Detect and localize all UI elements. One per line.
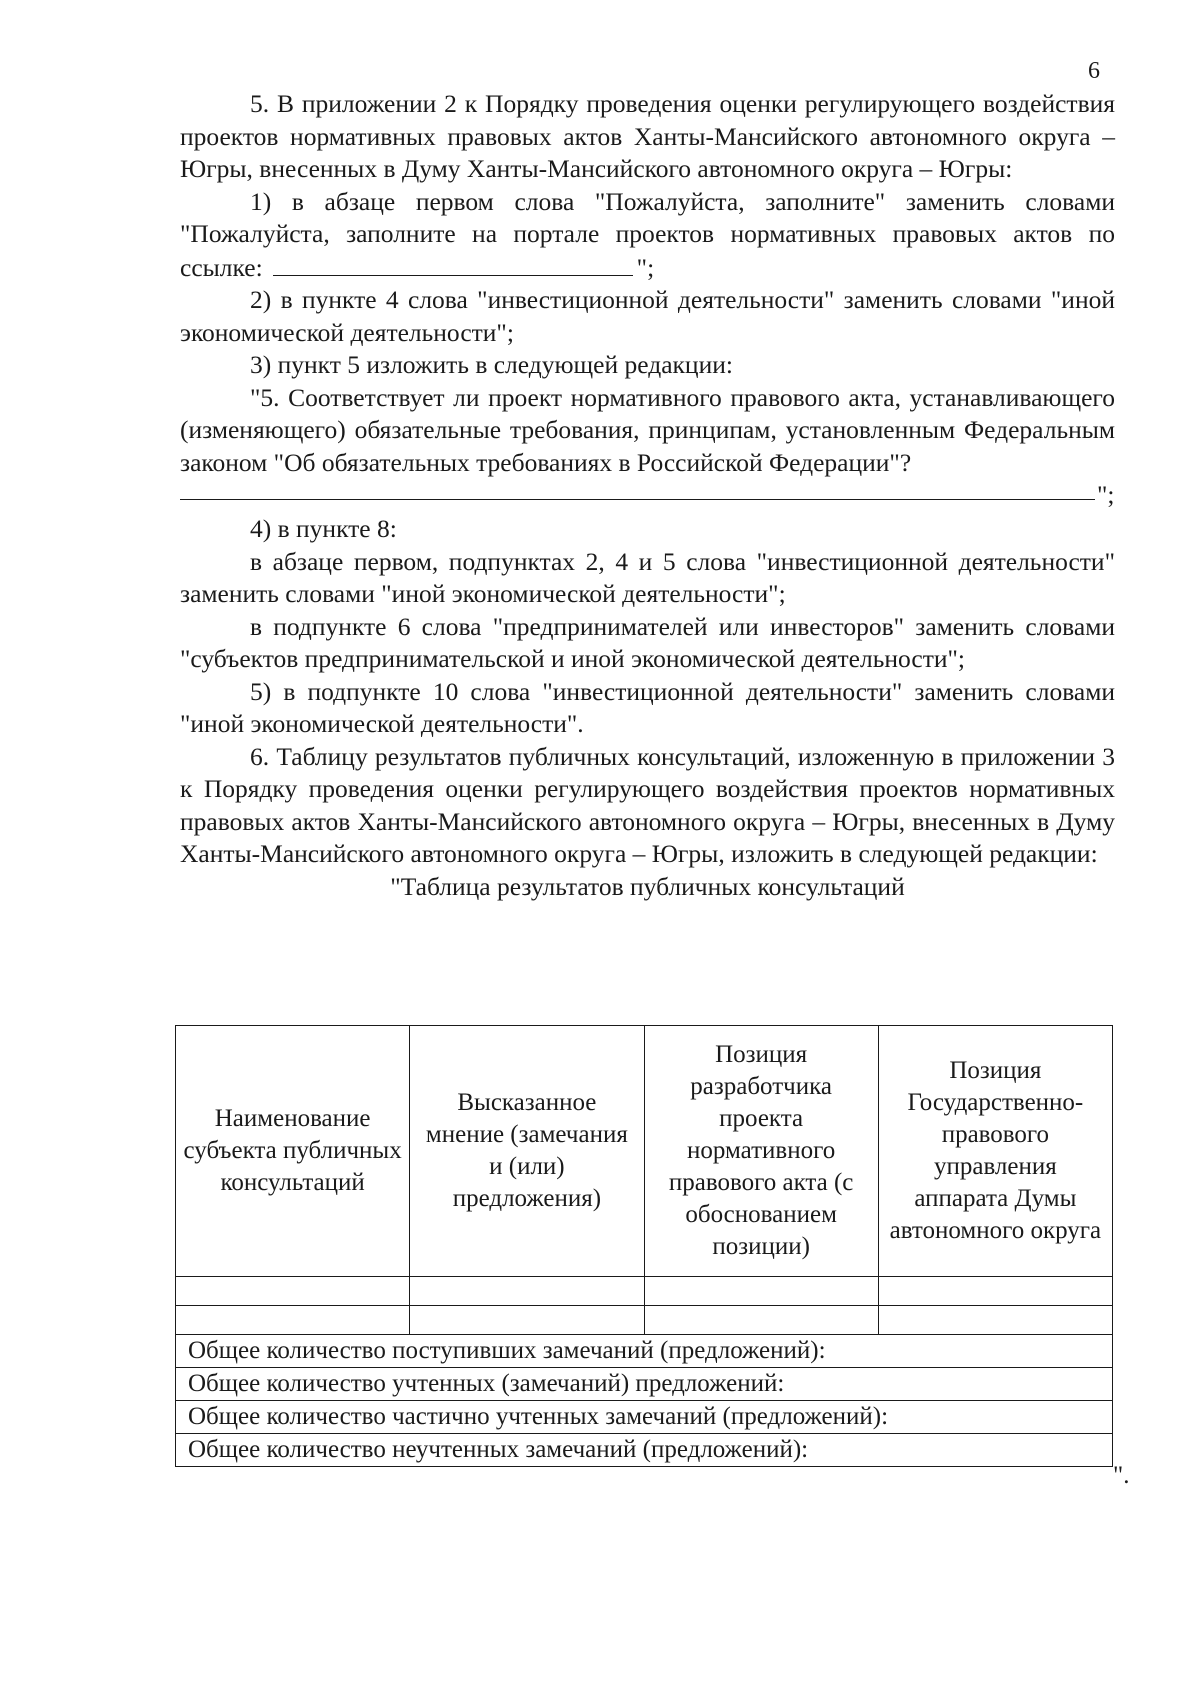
- paragraph-5-3-quote: "5. Соответствует ли проект нормативного правового акта, устанавливающего (изменяющего) обязательные требования, принципам, установленным Федеральным законом "Об обязательных требованиях в Российской Федерации"?: [180, 382, 1115, 477]
- table-row: [176, 1306, 1113, 1335]
- total-partially-accepted-row: [176, 1401, 1113, 1434]
- paragraph-5-1: [180, 186, 1115, 285]
- total-received-row: [176, 1335, 1113, 1368]
- total-rejected: Общее количество неучтенных замечаний (предложений):: [176, 1434, 1113, 1467]
- paragraph-5-1-end: ";: [636, 252, 655, 282]
- document-body: [180, 88, 1115, 903]
- table-cell: [410, 1277, 644, 1306]
- table-cell: [644, 1277, 878, 1306]
- table-cell: [878, 1277, 1112, 1306]
- total-received: Общее количество поступивших замечаний (предложений):: [176, 1335, 1113, 1368]
- paragraph-5-4-a: в абзаце первом, подпунктах 2, 4 и 5 слова "инвестиционной деятельности" заменить словами "иной экономической деятельности";: [180, 546, 1115, 608]
- total-accepted-row: [176, 1368, 1113, 1401]
- paragraph-6: 6. Таблицу результатов публичных консультаций, изложенную в приложении 3 к Порядку проведения оценки регулирующего воздействия проектов нормативных правовых актов Ханты-Мансийского автономного округа – Югры, внесенных в Думу Ханты-Мансийского автономного округа – Югры, изложить в следующей редакции:: [180, 741, 1115, 868]
- paragraph-5-5: 5) в подпункте 10 слова "инвестиционной деятельности" заменить словами "иной экономической деятельности".: [180, 676, 1115, 738]
- table-cell: [176, 1277, 410, 1306]
- header-subject: Наименование субъекта публичных консультаций: [176, 1026, 410, 1277]
- paragraph-5-4-b: в подпункте 6 слова "предпринимателей или инвесторов" заменить словами "субъектов предпринимательской и иной экономической деятельности";: [180, 611, 1115, 673]
- answer-blank-end: ";: [1097, 480, 1115, 509]
- total-partially-accepted: Общее количество частично учтенных замечаний (предложений):: [176, 1401, 1113, 1434]
- consultations-table: [175, 1025, 1113, 1467]
- total-rejected-row: [176, 1434, 1113, 1467]
- answer-blank-line: [180, 499, 1095, 500]
- paragraph-5-1-text: 1) в абзаце первом слова "Пожалуйста, заполните" заменить словами "Пожалуйста, заполните на портале проектов нормативных правовых актов по ссылке:: [180, 186, 1115, 282]
- page-number: 6: [1088, 58, 1100, 84]
- answer-blank-row: [180, 479, 1115, 513]
- table-row: [176, 1277, 1113, 1306]
- paragraph-5: 5. В приложении 2 к Порядку проведения оценки регулирующего воздействия проектов нормативных правовых актов Ханты-Мансийского автономного округа – Югры, внесенных в Думу Ханты-Мансийского автономного округа – Югры:: [180, 89, 1115, 183]
- paragraph-5-3: 3) пункт 5 изложить в следующей редакции:: [250, 350, 733, 379]
- table-cell: [878, 1306, 1112, 1335]
- paragraph-5-4: 4) в пункте 8:: [250, 514, 397, 543]
- total-accepted: Общее количество учтенных (замечаний) предложений:: [176, 1368, 1113, 1401]
- consultations-table-wrap: [175, 1025, 1115, 1467]
- header-legal-department-position: Позиция Государственно-правового управления аппарата Думы автономного округа: [878, 1026, 1112, 1277]
- table-header-row: [176, 1026, 1113, 1277]
- closing-quote-mark: ".: [1113, 1462, 1130, 1489]
- table-caption: "Таблица результатов публичных консультаций: [390, 871, 905, 901]
- header-developer-position: Позиция разработчика проекта нормативного правового акта (с обоснованием позиции): [644, 1026, 878, 1277]
- table-cell: [176, 1306, 410, 1335]
- link-blank-line: [273, 251, 633, 276]
- table-cell: [410, 1306, 644, 1335]
- paragraph-5-2: 2) в пункте 4 слова "инвестиционной деятельности" заменить словами "иной экономической деятельности";: [180, 285, 1115, 347]
- table-cell: [644, 1306, 878, 1335]
- header-opinion: Высказанное мнение (замечания и (или) предложения): [410, 1026, 644, 1277]
